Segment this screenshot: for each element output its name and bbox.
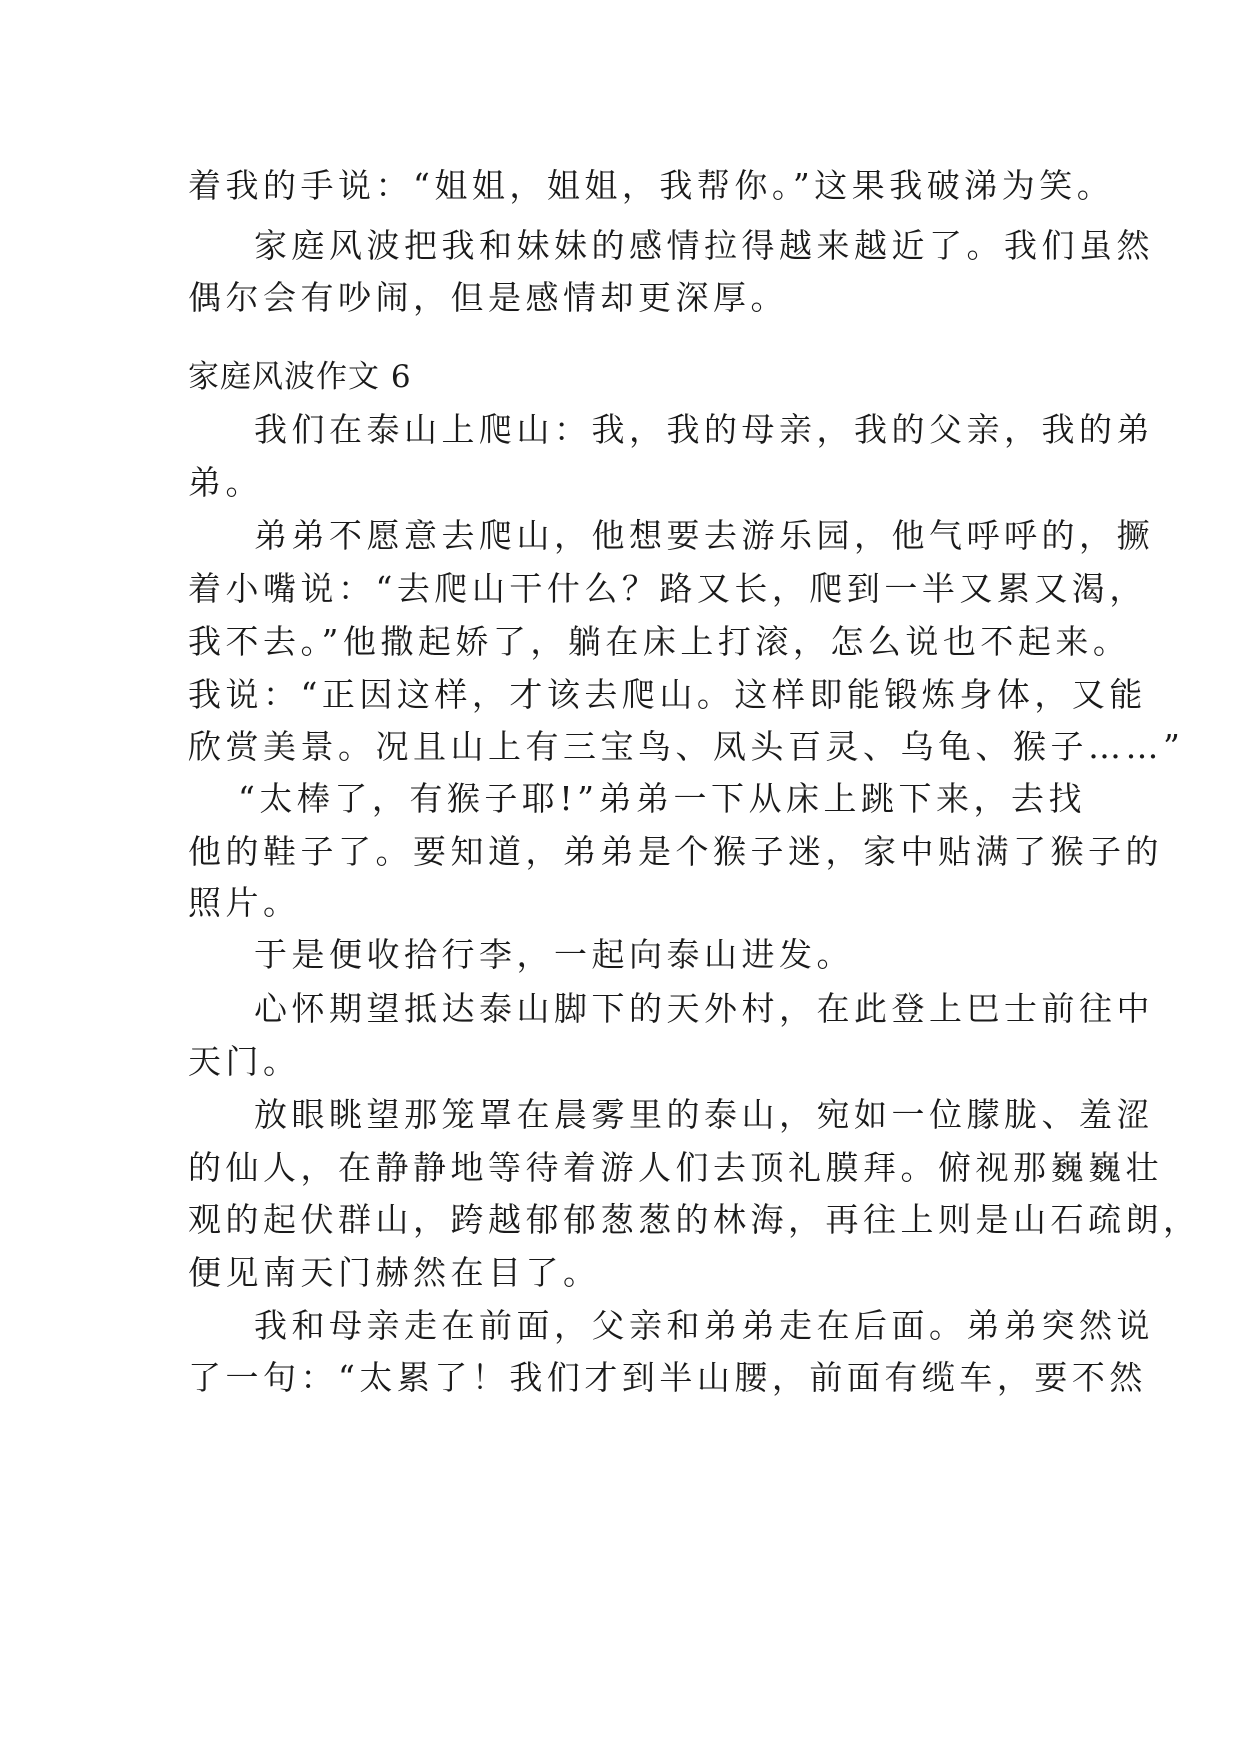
- text-line: 的仙人，在静静地等待着游人们去顶礼膜拜。俯视那巍巍壮: [188, 1148, 1163, 1187]
- text-line: 偶尔会有吵闹，但是感情却更深厚。: [188, 278, 788, 317]
- text-line: 了一句：“太累了！我们才到半山腰，前面有缆车，要不然: [188, 1358, 1147, 1397]
- text-line: 着我的手说：“姐姐，姐姐，我帮你。”这果我破涕为笑。: [188, 166, 1115, 205]
- text-line: 照片。: [188, 883, 301, 922]
- text-line: 我不去。”他撒起娇了，躺在床上打滚，怎么说也不起来。: [188, 622, 1131, 661]
- text-line: 着小嘴说：“去爬山干什么？路又长，爬到一半又累又渴，: [188, 569, 1147, 608]
- paragraph-start-line: 放眼眺望那笼罩在晨雾里的泰山，宛如一位朦胧、羞涩: [254, 1095, 1154, 1134]
- text-line: 他的鞋子了。要知道，弟弟是个猴子迷，家中贴满了猴子的: [188, 832, 1163, 871]
- text-line: 观的起伏群山，跨越郁郁葱葱的林海，再往上则是山石疏朗，: [188, 1200, 1201, 1239]
- text-line: 欣赏美景。况且山上有三宝鸟、凤头百灵、乌龟、猴子……”: [188, 727, 1185, 766]
- text-line: 天门。: [188, 1042, 301, 1081]
- section-heading: 家庭风波作文 6: [188, 359, 412, 395]
- paragraph-start-line: 于是便收拾行李，一起向泰山进发。: [254, 935, 854, 974]
- paragraph-start-line: 我和母亲走在前面，父亲和弟弟走在后面。弟弟突然说: [254, 1306, 1154, 1345]
- text-line: 我说：“正因这样，才该去爬山。这样即能锻炼身体，又能: [188, 675, 1147, 714]
- paragraph-start-line: 弟弟不愿意去爬山，他想要去游乐园，他气呼呼的，撅: [254, 516, 1154, 555]
- paragraph-start-line: 家庭风波把我和妹妹的感情拉得越来越近了。我们虽然: [254, 226, 1154, 265]
- paragraph-start-line: 心怀期望抵达泰山脚下的天外村，在此登上巴士前往中: [254, 989, 1154, 1028]
- text-line: 便见南天门赫然在目了。: [188, 1253, 601, 1292]
- paragraph-start-line: 我们在泰山上爬山：我，我的母亲，我的父亲，我的弟: [254, 410, 1154, 449]
- text-line: 弟。: [188, 463, 263, 502]
- paragraph-start-line: “太棒了，有猴子耶!”弟弟一下从床上跳下来，去找: [238, 779, 1087, 818]
